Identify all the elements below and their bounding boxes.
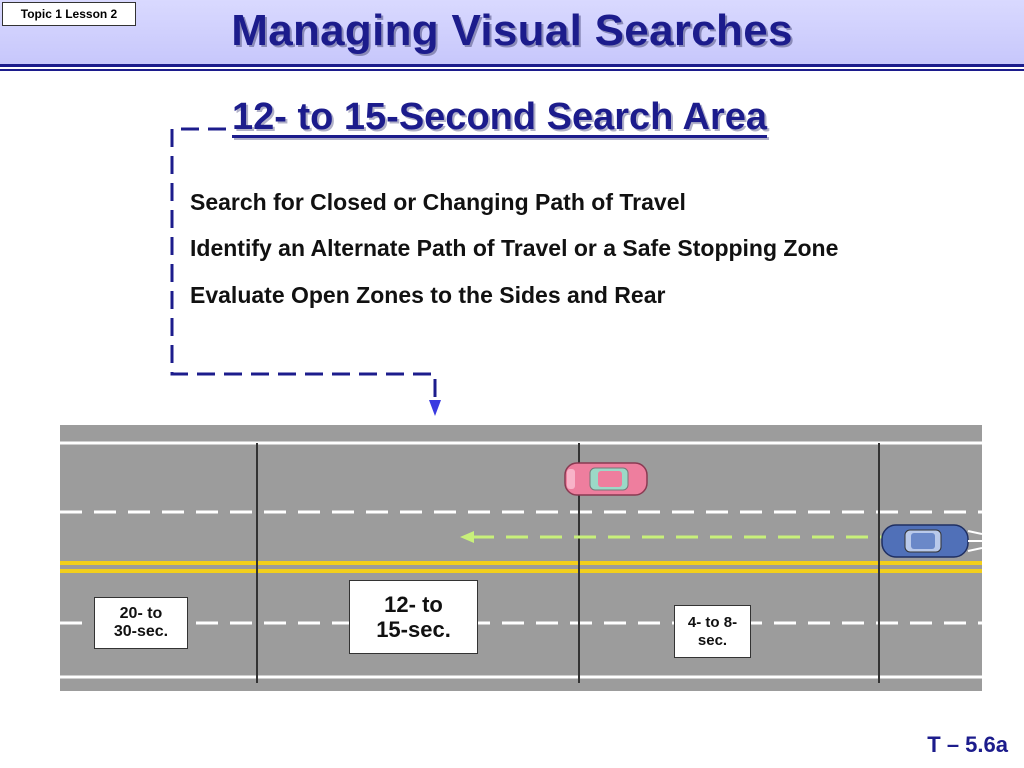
car-icon xyxy=(565,463,647,495)
down-arrow-icon xyxy=(429,400,441,416)
topic-badge: Topic 1 Lesson 2 xyxy=(2,2,136,26)
slide-code: T – 5.6a xyxy=(927,732,1008,757)
zone-label-mid-line2: 15-sec. xyxy=(376,617,451,642)
section-heading: 12- to 15-Second Search Area xyxy=(232,96,768,138)
zone-label-near xyxy=(674,605,751,658)
zone-label-far-line1: 20- to xyxy=(119,604,163,622)
bullet-item: Evaluate Open Zones to the Sides and Rear xyxy=(190,282,666,308)
zone-label-mid-line1: 12- to xyxy=(384,591,443,617)
page-title: Managing Visual Searches xyxy=(231,6,793,55)
bracket-path xyxy=(172,129,435,400)
road-diagram xyxy=(60,425,982,693)
zone-label-mid xyxy=(349,580,478,654)
zone-label-near-line2: sec. xyxy=(697,631,728,649)
zone-label-near-line1: 4- to 8- xyxy=(687,614,738,632)
road-surface xyxy=(60,425,982,691)
bullet-item: Search for Closed or Changing Path of Travel xyxy=(190,189,686,215)
zone-label-far-line2: 30-sec. xyxy=(113,623,169,640)
bullet-item: Identify an Alternate Path of Travel or a Safe Stopping Zone xyxy=(190,235,839,261)
zone-label-far xyxy=(94,597,188,649)
